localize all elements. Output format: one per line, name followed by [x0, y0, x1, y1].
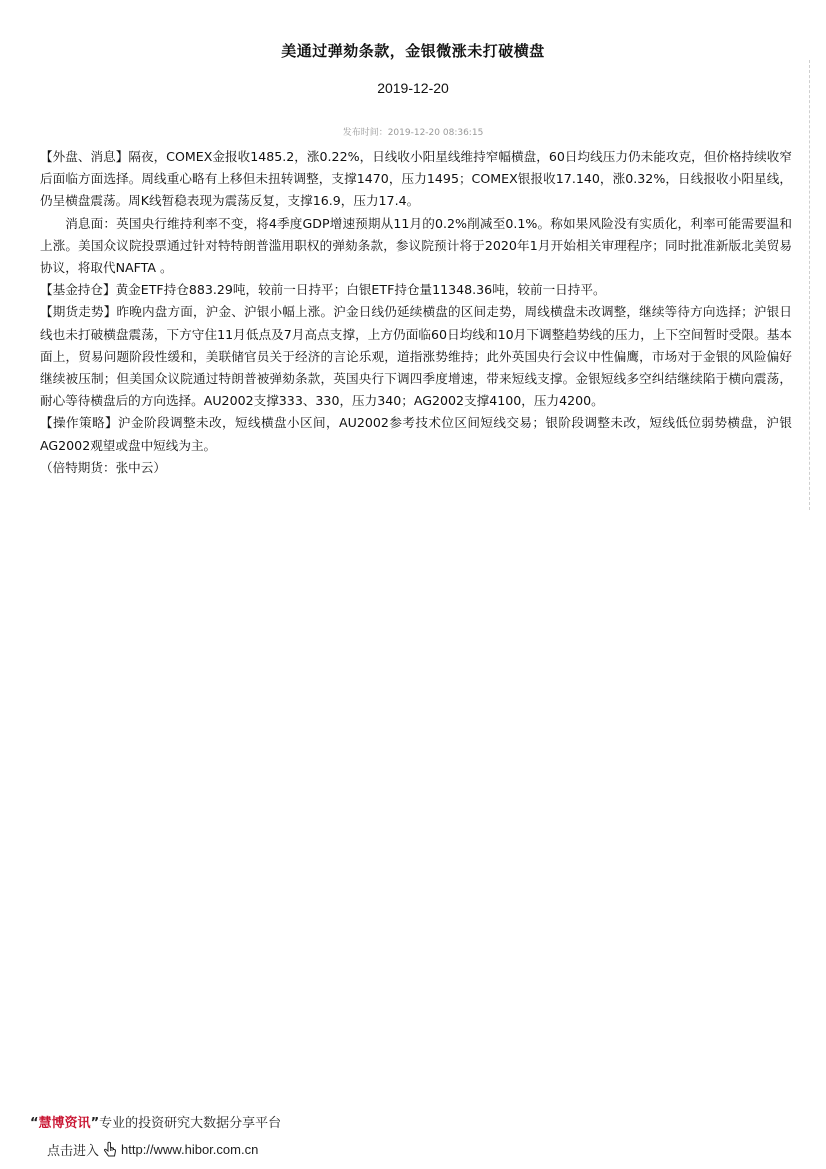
- enter-label: 点击进入: [47, 1144, 100, 1159]
- brand-name: 慧博资讯: [38, 1116, 91, 1131]
- paragraph-text: 黄金ETF持仓883.29吨，较前一日持平；白银ETF持仓量11348.36吨，较前一日持平。: [115, 282, 606, 298]
- paragraph-text: 沪金阶段调整未改，短线横盘小区间，AU2002参考技术位区间短线交易；银阶段调整未改，短线低位弱势横盘，沪银AG2002观望或盘中短线为主。: [40, 415, 792, 453]
- section-tag-fund: 【基金持仓】: [40, 282, 116, 298]
- paragraph-strategy: [40, 412, 792, 456]
- site-url-link[interactable]: http://www.hibor.com.cn: [121, 1142, 259, 1157]
- footer-slogan: [30, 1112, 281, 1131]
- paragraph-text: 昨晚内盘方面，沪金、沪银小幅上涨。沪金日线仍延续横盘的区间走势，周线横盘未改调整，继续等待方向选择；沪银日线也未打破横盘震荡，下方守住11月低点及7月高点支撑，上方仍面临60日均线和10月下调整趋势线的压力，上下空间暂时受限。基本面上，贸易问题阶段性缓和，美联储官员关于经济的言论乐观，道指涨势维持；此外英国央行会议中性偏鹰，市场对于金银的风险偏好继续被压制；但美国众议院通过特朗普被弹劾条款，英国央行下调四季度增速，带来短线支撑。金银短线多空纠结继续陷于横向震荡，耐心等待横盘后的方向选择。AU2002支撑333、330，压力340；AG2002支撑4100，压力4200。: [40, 304, 793, 409]
- paragraph-news: [40, 213, 792, 280]
- paragraph-futures-trend: [40, 301, 792, 412]
- pointer-hand-icon: [101, 1141, 119, 1159]
- paragraph-text: 隔夜，COMEX金报收1485.2，涨0.22%，日线收小阳星线维持窄幅横盘，60日均线压力仍未能攻克，但价格持续收窄后面临方面选择。周线重心略有上移但未扭转调整，支撑1470，压力1495；COMEX银报收17.140，涨0.32%，日线报收小阳星线，仍呈横盘震荡。周K线暂稳表现为震荡反复，支撑16.9，压力17.4。: [40, 149, 792, 209]
- author-signature: （倍特期货：张中云）: [40, 459, 166, 475]
- section-tag-external: 【外盘、消息】: [40, 149, 129, 164]
- footer-link[interactable]: [47, 1140, 258, 1159]
- section-tag-futures: 【期货走势】: [40, 304, 117, 320]
- page-date: 2019-12-20: [377, 80, 449, 96]
- section-tag-strategy: 【操作策略】: [40, 415, 119, 431]
- margin-divider: [809, 60, 810, 510]
- page-title: 美通过弹劾条款，金银微涨未打破横盘: [281, 42, 545, 60]
- quote-mark: ”: [90, 1116, 100, 1131]
- paragraph-text: 消息面：英国央行维持利率不变，将4季度GDP增速预期从11月的0.2%削减至0.1%。称如果风险没有实质化，利率可能需要温和上涨。美国众议院投票通过针对特特朗普滥用职权的弹劾条款，参议院预计将于2020年1月开始相关审理程序；同时批准新版北美贸易协议，将取代NAFTA 。: [40, 215, 792, 276]
- slogan-text: 专业的投资研究大数据分享平台: [99, 1116, 282, 1131]
- paragraph-external-market: [40, 146, 792, 213]
- article-body: [40, 146, 792, 479]
- quote-mark: “: [30, 1116, 39, 1131]
- publish-time: 发布时间：2019-12-20 08:36:15: [342, 128, 484, 138]
- paragraph-fund-holdings: [40, 279, 792, 301]
